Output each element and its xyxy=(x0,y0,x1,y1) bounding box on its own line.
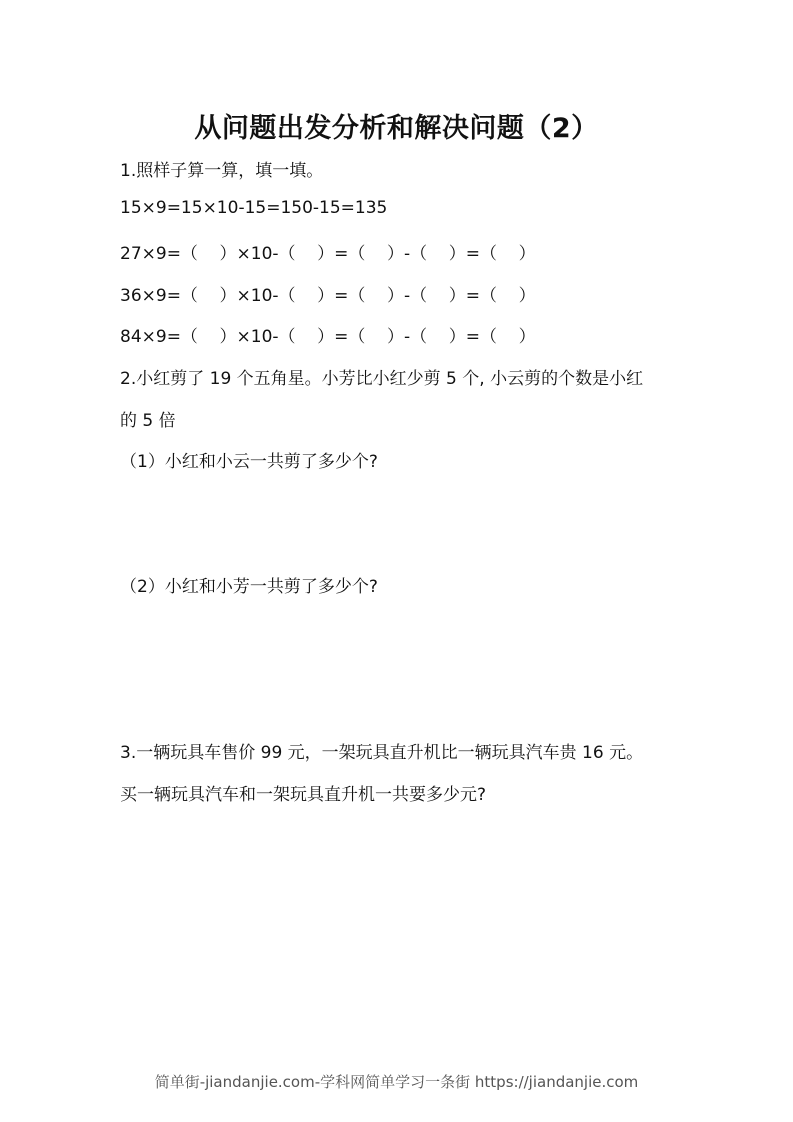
question-3-line-1: 3.一辆玩具车售价 99 元，一架玩具直升机比一辆玩具汽车贵 16 元。 xyxy=(120,743,644,763)
question-2-line-1: 2.小红剪了 19 个五角星。小芳比小红少剪 5 个, 小云剪的个数是小红 xyxy=(120,369,644,389)
question-1-heading: 1.照样子算一算，填一填。 xyxy=(120,161,324,181)
question-1-row: 84×9=（ ）×10-（ ）=（ ）-（ ）=（ ） xyxy=(120,327,536,347)
footer-text: 简单街-jiandanjie.com-学科网简单学习一条街 https://jiandanjie.com xyxy=(154,1073,639,1091)
question-2-sub-2: （2）小红和小芳一共剪了多少个? xyxy=(120,577,378,597)
question-2-sub-1: （1）小红和小云一共剪了多少个? xyxy=(120,452,378,472)
question-1-row: 36×9=（ ）×10-（ ）=（ ）-（ ）=（ ） xyxy=(120,286,536,306)
page-title: 从问题出发分析和解决问题（2） xyxy=(194,113,599,144)
question-1-example: 15×9=15×10-15=150-15=135 xyxy=(120,198,388,218)
question-2-line-2: 的 5 倍 xyxy=(120,411,176,431)
question-1-row: 27×9=（ ）×10-（ ）=（ ）-（ ）=（ ） xyxy=(120,244,536,264)
question-3-line-2: 买一辆玩具汽车和一架玩具直升机一共要多少元? xyxy=(120,785,487,805)
